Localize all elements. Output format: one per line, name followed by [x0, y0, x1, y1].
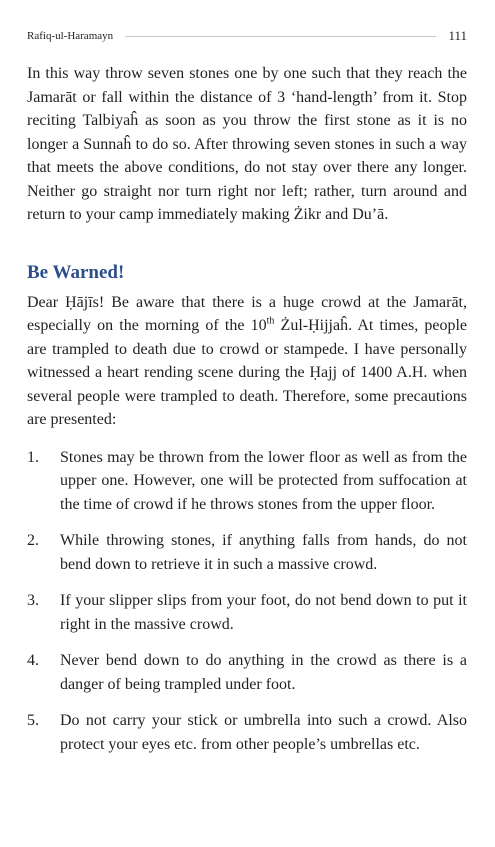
list-item-text: Stones may be thrown from the lower floor as well as from the upper one. However, one will be protected from suffocation at the time of crowd if he throws stones from the upper floor.: [60, 448, 467, 513]
precautions-list: [27, 446, 467, 757]
running-title: Rafiq-ul-Haramayn: [27, 30, 114, 42]
list-item-text: While throwing stones, if anything falls from hands, do not bend down to retrieve it in such a massive crowd.: [60, 532, 467, 573]
list-item-number: 3.: [27, 592, 39, 609]
list-item: [27, 529, 467, 576]
list-item: [27, 709, 467, 756]
list-item-text: Do not carry your stick or umbrella into such a crowd. Also protect your eyes etc. from other people’s umbrellas etc.: [60, 712, 467, 753]
list-item-number: 2.: [27, 532, 39, 549]
page-body: [27, 62, 467, 769]
page-number: 111: [448, 28, 467, 43]
warning-text-part2: Żul-Ḥijjaĥ. At times, people are trampled to death due to crowd or stampede. I have personally witnessed a heart rending scene during the Ḥajj of 1400 A.H. when several people were trampled to death. Therefore, some precautions are presented:: [27, 317, 467, 428]
list-item: [27, 649, 467, 696]
warning-text-part1: Dear Ḥājīs! Be aware that there is a huge crowd at the Jamarāt, especially on the morning of the 10: [27, 293, 467, 334]
ordinal-suffix: th: [266, 315, 275, 327]
warning-paragraph: [27, 291, 467, 432]
list-item-text: If your slipper slips from your foot, do not bend down to put it right in the massive crowd.: [60, 592, 467, 633]
page-header: [27, 27, 467, 45]
list-item: [27, 446, 467, 517]
list-item-text: Never bend down to do anything in the crowd as there is a danger of being trampled under foot.: [60, 652, 467, 693]
list-item-number: 5.: [27, 712, 39, 729]
header-rule: [125, 36, 436, 37]
list-item-number: 1.: [27, 448, 39, 466]
section-heading: Be Warned!: [27, 261, 125, 283]
list-item-number: 4.: [27, 652, 39, 669]
intro-paragraph: In this way throw seven stones one by one such that they reach the Jamarāt or fall within the distance of 3 ‘hand-length’ from it. Stop reciting Talbiyaĥ as soon as you throw the first stone as it is no longer a Sunnaĥ to do so. After throwing seven stones in such a way that meets the above conditions, do not stay over there any longer. Neither go straight nor turn right nor left; rather, turn around and return to your camp immediately making Żikr and Du’ā.: [27, 65, 467, 223]
list-item: [27, 589, 467, 636]
